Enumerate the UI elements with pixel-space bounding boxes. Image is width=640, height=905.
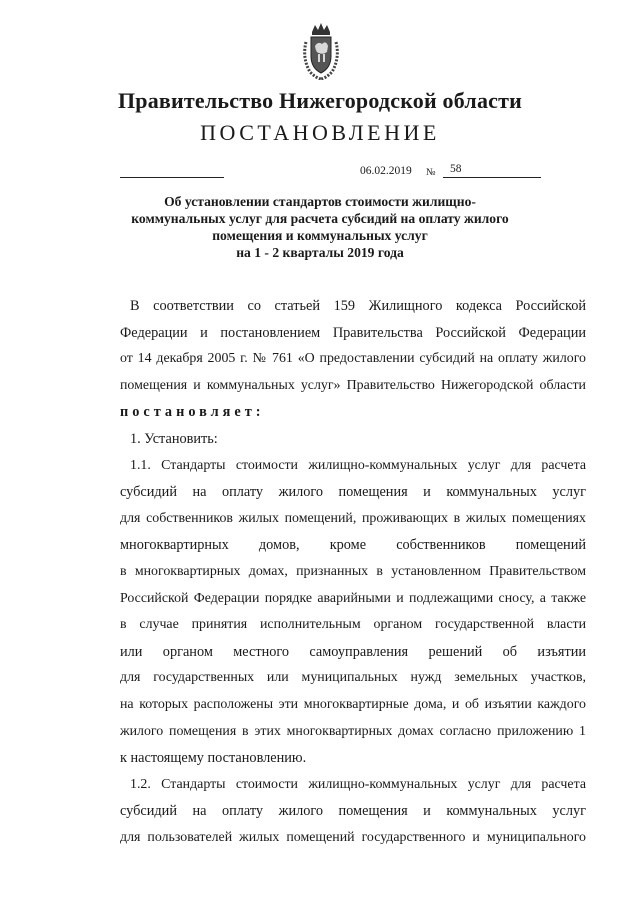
body-line: 1. Установить: [130, 430, 218, 447]
body-line-decree-word: постановляет: [120, 404, 265, 421]
body-line: 1.2. Стандарты стоимости жилищно-коммунальных услуг для расчета [130, 776, 586, 792]
number-sign: № [426, 167, 436, 178]
body-line: в многоквартирных домах, признанных в установленном Правительством [120, 563, 586, 579]
body-line: к настоящему постановлению. [120, 750, 307, 767]
body-line: в случае принятия исполнительным органом государственной власти [120, 617, 586, 633]
body-line: Федерации и постановлением Правительства Российской Федерации [120, 324, 586, 341]
heading-line: коммунальных услуг для расчета субсидий на оплату жилого [131, 211, 509, 226]
heading-line: Об установлении стандартов стоимости жилищно- [164, 194, 476, 209]
body-line: для пользователей жилых помещений государственного и муниципального [120, 829, 586, 845]
body-line: на которых расположены эти многоквартирные дома, и об изъятии каждого [120, 696, 586, 712]
body-line: многоквартирных домов, кроме собственников помещений [120, 537, 586, 554]
body-line: от 14 декабря 2005 г. № 761 «О предоставлении субсидий на оплату жилого [120, 351, 586, 367]
heading-line: помещения и коммунальных услуг [212, 228, 428, 243]
body-line: для собственников жилых помещений, проживающих в жилых помещениях [120, 510, 586, 526]
document-type: ПОСТАНОВЛЕНИЕ [200, 120, 440, 145]
body-line: жилого помещения в этих многоквартирных домах согласно приложению 1 [120, 723, 586, 739]
signature-blank-line [120, 177, 224, 178]
coat-of-arms-emblem-icon [300, 22, 342, 80]
document-body [120, 293, 586, 851]
document-heading [120, 193, 520, 261]
body-line: субсидий на оплату жилого помещения и коммунальных услуг [120, 803, 586, 820]
body-line: 1.1. Стандарты стоимости жилищно-коммунальных услуг для расчета [130, 457, 586, 473]
government-title: Правительство Нижегородской области [117, 88, 522, 113]
document-date: 06.02.2019 [360, 165, 412, 177]
body-line: В соответствии со статьей 159 Жилищного кодекса Российской [130, 298, 586, 314]
body-line: субсидий на оплату жилого помещения и коммунальных услуг [120, 484, 586, 501]
body-line: или органом местного самоуправления решений об изъятии [120, 643, 586, 660]
heading-line: на 1 - 2 кварталы 2019 года [236, 245, 404, 260]
body-line: для государственных или муниципальных нужд земельных участков, [120, 670, 586, 686]
document-number: 58 [443, 163, 541, 178]
body-line: Российской Федерации порядке аварийными и подлежащими сносу, а также [120, 590, 586, 606]
body-line: помещения и коммунальных услуг» Правительство Нижегородской области [120, 377, 586, 393]
